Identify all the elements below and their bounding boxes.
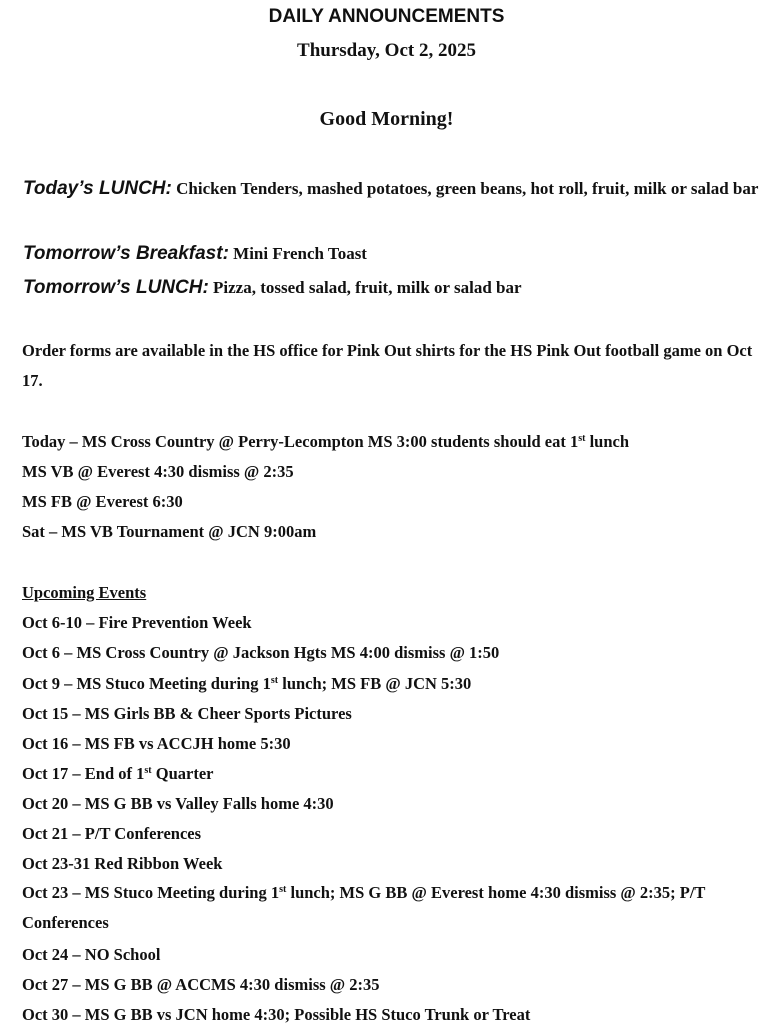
today-event-cross-country <box>22 432 629 452</box>
today-lunch-label: Today’s LUNCH: <box>23 178 172 199</box>
upcoming-heading-text: Upcoming Events <box>22 583 147 602</box>
upcoming-event: Oct 15 – MS Girls BB & Cheer Sports Pictures <box>22 704 352 723</box>
upcoming-event: Oct 30 – MS G BB vs JCN home 4:30; Possible HS Stuco Trunk or Treat <box>22 1005 531 1024</box>
document-date: Thursday, Oct 2, 2025 <box>297 40 476 61</box>
upcoming-event: Oct 16 – MS FB vs ACCJH home 5:30 <box>22 734 291 753</box>
tomorrow-lunch-label: Tomorrow’s LUNCH: <box>23 277 209 298</box>
ordinal-suffix: st <box>270 675 279 686</box>
upcoming-event-text: Quarter <box>151 764 214 783</box>
ordinal-suffix: st <box>279 884 287 895</box>
upcoming-events-heading <box>22 583 146 603</box>
tomorrow-breakfast-label: Tomorrow’s Breakfast: <box>23 243 229 264</box>
pink-out-notice: Order forms are available in the HS office for Pink Out shirts for the HS Pink Out football game on Oct 17. <box>22 341 753 390</box>
document-title: DAILY ANNOUNCEMENTS <box>268 6 505 27</box>
ordinal-suffix: st <box>144 765 152 776</box>
ordinal-suffix: st <box>578 433 586 444</box>
today-event-volleyball: MS VB @ Everest 4:30 dismiss @ 2:35 <box>22 462 294 481</box>
today-event-text: lunch <box>585 432 630 451</box>
today-lunch <box>23 173 763 205</box>
upcoming-event: Oct 6 – MS Cross Country @ Jackson Hgts MS 4:00 dismiss @ 1:50 <box>22 643 500 662</box>
tomorrow-lunch-text: Pizza, tossed salad, fruit, milk or salad bar <box>213 278 522 297</box>
tomorrow-lunch <box>23 272 763 304</box>
greeting: Good Morning! <box>319 108 454 130</box>
upcoming-event-text: Oct 17 – End of 1 <box>22 764 145 783</box>
upcoming-event: Oct 6-10 – Fire Prevention Week <box>22 613 252 632</box>
upcoming-event-text: lunch; MS G BB @ Everest home 4:30 dismiss @ 2:35; P/T Conferences <box>22 883 706 932</box>
upcoming-event <box>22 878 772 938</box>
today-event-football: MS FB @ Everest 6:30 <box>22 492 183 511</box>
upcoming-event-text: lunch; MS FB @ JCN 5:30 <box>278 674 472 693</box>
upcoming-event <box>22 764 213 784</box>
today-event-text: Today – MS Cross Country @ Perry-Lecompton MS 3:00 students should eat 1 <box>22 432 579 451</box>
tomorrow-breakfast <box>23 238 763 270</box>
upcoming-event: Oct 27 – MS G BB @ ACCMS 4:30 dismiss @ 2:35 <box>22 975 380 994</box>
saturday-event-tournament: Sat – MS VB Tournament @ JCN 9:00am <box>22 522 317 541</box>
tomorrow-breakfast-text: Mini French Toast <box>233 244 367 263</box>
upcoming-event-text: Oct 9 – MS Stuco Meeting during 1 <box>22 674 271 693</box>
upcoming-event-text: Oct 23 – MS Stuco Meeting during 1 <box>22 883 280 902</box>
upcoming-event: Oct 21 – P/T Conferences <box>22 824 202 843</box>
upcoming-event: Oct 20 – MS G BB vs Valley Falls home 4:30 <box>22 794 334 813</box>
upcoming-event: Oct 24 – NO School <box>22 945 161 964</box>
today-lunch-text: Chicken Tenders, mashed potatoes, green beans, hot roll, fruit, milk or salad bar <box>176 179 759 198</box>
upcoming-event <box>22 674 471 694</box>
upcoming-event: Oct 23-31 Red Ribbon Week <box>22 854 223 873</box>
